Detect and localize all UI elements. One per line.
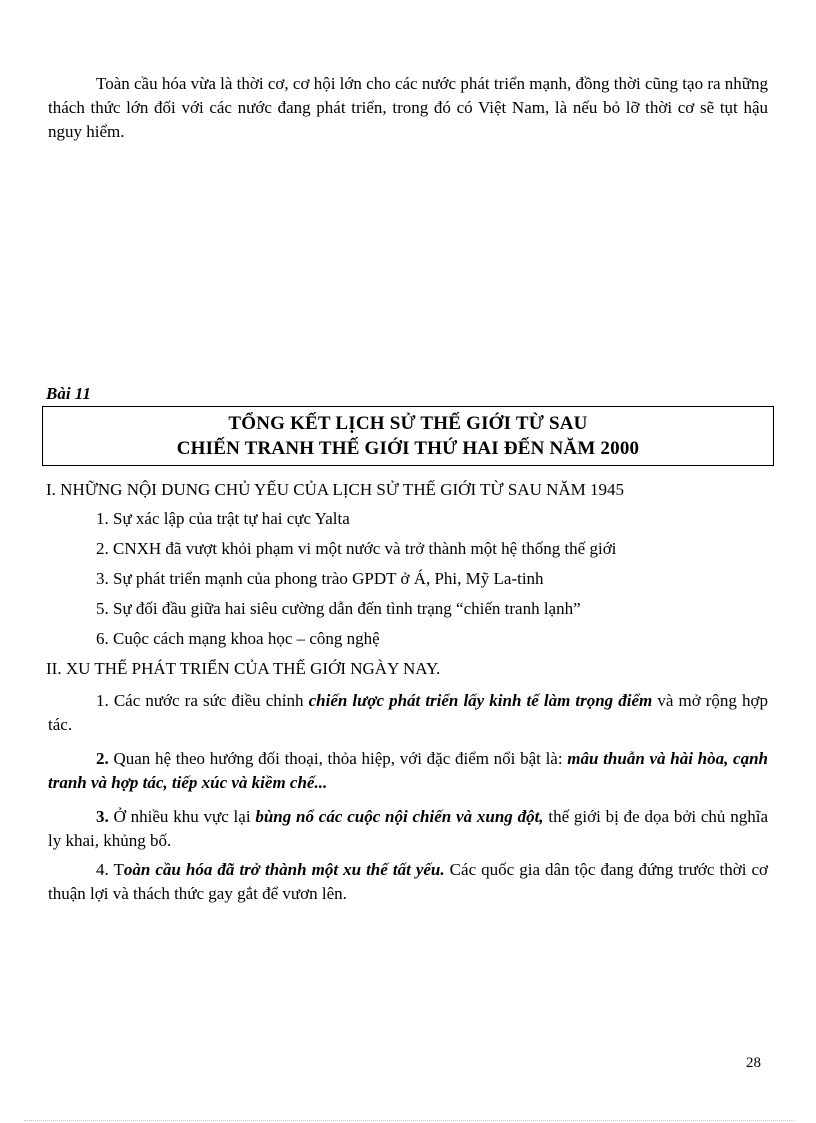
trend-text: và mở rộng hợp tác.: [48, 691, 768, 734]
trend-emphasis: mâu thuẫn và hài hòa, cạnh tranh và hợp tác, tiếp xúc và kiềm chế...: [48, 749, 768, 792]
trend-text: Quan hệ theo hướng đối thoại, thỏa hiệp, với đặc điểm nổi bật là:: [108, 749, 568, 768]
trend-number: 1.: [96, 691, 109, 710]
trend-text: Các quốc gia dân tộc đang đứng trước thời cơ thuận lợi và thách thức gay gắt để vươn lên.: [48, 860, 769, 903]
lesson-title-line-2: CHIẾN TRANH THẾ GIỚI THỨ HAI ĐẾN NĂM 2000: [176, 438, 640, 459]
trend-text: T: [108, 860, 124, 879]
trend-paragraph-3: [48, 805, 768, 853]
trend-paragraph-2: [48, 747, 768, 795]
section-1-item: 3. Sự phát triển mạnh của phong trào GPDT ở Á, Phi, Mỹ La-tinh: [96, 569, 544, 588]
section-1-heading: I. NHỮNG NỘI DUNG CHỦ YẾU CỦA LỊCH SỬ THẾ GIỚI TỪ SAU NĂM 1945: [46, 480, 625, 499]
trend-paragraph-4: [48, 858, 768, 906]
trend-emphasis: bùng nổ các cuộc nội chiến và xung đột,: [255, 807, 544, 826]
trend-number: 3.: [96, 807, 109, 826]
trend-text: Ở nhiều khu vực lại: [108, 807, 256, 826]
section-1-item: 2. CNXH đã vượt khỏi phạm vi một nước và trở thành một hệ thống thế giới: [96, 539, 617, 558]
trend-number: 2.: [96, 749, 109, 768]
trend-paragraph-1: [48, 689, 768, 737]
lesson-title-box: [42, 406, 774, 466]
section-1-item: 1. Sự xác lập của trật tự hai cực Yalta: [96, 509, 350, 528]
section-2-heading: II. XU THẾ PHÁT TRIỂN CỦA THẾ GIỚI NGÀY NAY.: [46, 659, 441, 678]
section-1-item: 6. Cuộc cách mạng khoa học – công nghệ: [96, 629, 380, 648]
section-1-item: 5. Sự đối đầu giữa hai siêu cường dẫn đến tình trạng “chiến tranh lạnh”: [96, 599, 581, 618]
trend-emphasis: chiến lược phát triển lấy kinh tế làm trọng điểm: [308, 691, 653, 710]
trend-number: 4.: [96, 860, 109, 879]
lesson-title-line-1: TỔNG KẾT LỊCH SỬ THẾ GIỚI TỪ SAU: [228, 413, 588, 434]
intro-paragraph: Toàn cầu hóa vừa là thời cơ, cơ hội lớn cho các nước phát triển mạnh, đồng thời cũng tạo ra những thách thức lớn đối với các nước đang phát triển, trong đó có Việt Nam, là nếu bỏ lỡ thời cơ sẽ tụt hậu nguy hiểm.: [48, 74, 768, 141]
footer-divider: [24, 1120, 794, 1121]
trend-text: thế giới bị đe dọa bởi chủ nghĩa ly khai, khủng bố.: [48, 807, 768, 850]
page-number: 28: [746, 1055, 761, 1071]
trend-text: Các nước ra sức điều chỉnh: [108, 691, 309, 710]
trend-emphasis: oàn cầu hóa đã trở thành một xu thế tất yếu.: [123, 860, 445, 879]
lesson-label: Bài 11: [46, 384, 91, 403]
